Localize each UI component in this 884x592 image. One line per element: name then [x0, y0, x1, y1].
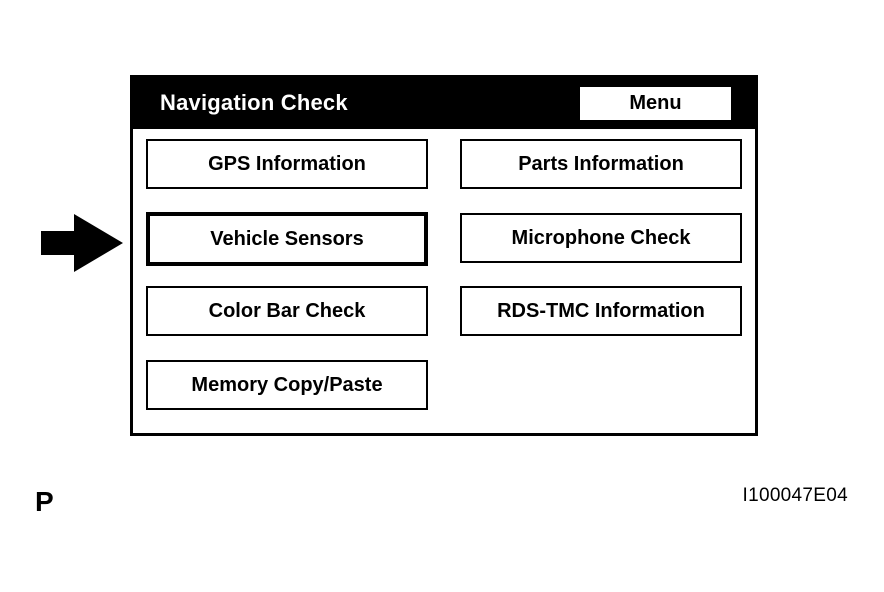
rds-tmc-information-button[interactable]: RDS-TMC Information — [460, 286, 742, 336]
right-arrow-icon — [41, 214, 123, 277]
menu-button[interactable]: Menu — [580, 87, 731, 120]
microphone-check-button[interactable]: Microphone Check — [460, 213, 742, 263]
title-bar — [133, 78, 755, 129]
figure-id: I100047E04 — [742, 485, 848, 506]
vehicle-sensors-button[interactable]: Vehicle Sensors — [146, 212, 428, 266]
navigation-check-screen — [130, 75, 758, 436]
screen-title: Navigation Check — [160, 90, 348, 115]
gps-information-button[interactable]: GPS Information — [146, 139, 428, 189]
color-bar-check-button[interactable]: Color Bar Check — [146, 286, 428, 336]
page-letter: P — [35, 486, 54, 517]
memory-copy-paste-button[interactable]: Memory Copy/Paste — [146, 360, 428, 410]
parts-information-button[interactable]: Parts Information — [460, 139, 742, 189]
